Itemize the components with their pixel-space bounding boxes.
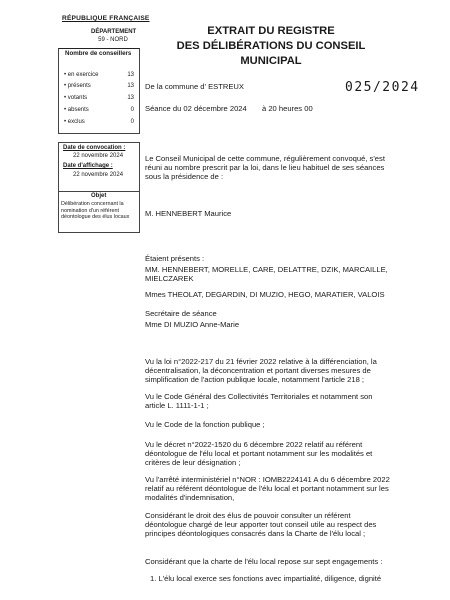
count-row-absents [64, 107, 134, 113]
deliberation-number: 025/2024 [345, 80, 420, 95]
vu-arrete-interministeriel: Vu l'arrêté interministériel n°NOR : IOMB2224141 A du 6 décembre 2022 relatif au référent déontologue de l'élu local et portant notamment sur les modalités d'indemnisation, [145, 475, 390, 503]
count-row-votants [64, 95, 134, 101]
vu-loi-2022-217: Vu la loi n°2022-217 du 21 février 2022 relative à la différenciation, la décentralisation, la déconcentration et portant diverses mesures de simplification de l'action publique locale, notamment l'article 218 ; [145, 357, 377, 385]
vu-code-fonction-publique: Vu le Code de la fonction publique ; [145, 420, 265, 429]
title-line-2: DES DÉLIBÉRATIONS DU CONSEIL [176, 40, 366, 52]
convocation-date: 22 novembre 2024 [73, 153, 124, 159]
count-value: 0 [130, 119, 134, 125]
presents-mesdames: Mmes THEOLAT, DEGARDIN, DI MUZIO, HEGO, MARATIER, VALOIS [145, 290, 385, 299]
engagement-item-1: 1. L'élu local exerce ses fonctions avec impartialité, diligence, dignité [150, 574, 382, 583]
count-label: • absents [64, 107, 89, 113]
considerant-charte: Considérant que la charte de l'élu local repose sur sept engagements : [145, 557, 383, 566]
title-line-1: EXTRAIT DU REGISTRE [207, 25, 335, 37]
count-value: 13 [127, 83, 134, 89]
convocation-label: Date de convocation : [63, 145, 126, 151]
seance-heure: à 20 heures 00 [262, 104, 313, 113]
vu-cgct: Vu le Code Général des Collectivités Territoriales et notamment son article L. 1111-1-1 ; [145, 392, 373, 411]
commune-line: De la commune d' ESTREUX [145, 82, 244, 91]
objet-box [58, 192, 140, 233]
convocation-paragraph: Le Conseil Municipal de cette commune, régulièrement convoqué, s'est réuni au nombre prescrit par la loi, dans le lieu habituel de ses séances sous la présidence de : [145, 154, 385, 182]
count-row-exclus [64, 119, 134, 125]
title-line-3: MUNICIPAL [240, 55, 302, 67]
president-name: M. HENNEBERT Maurice [145, 209, 232, 218]
presents-messieurs: MM. HENNEBERT, MORELLE, CARE, DELATTRE, DZIK, MARCAILLE, MIELCZAREK [145, 265, 388, 284]
count-row-en-exercice [64, 72, 134, 78]
count-label: • votants [64, 95, 88, 101]
republique-francaise: RÉPUBLIQUE FRANÇAISE [62, 15, 150, 22]
counts-title: Nombre de conseillers [65, 50, 132, 57]
count-value: 13 [127, 95, 134, 101]
count-label: • présents [64, 83, 91, 89]
count-label: • en exercice [64, 72, 99, 78]
count-value: 13 [127, 72, 134, 78]
considerant-droit-elus: Considérant le droit des élus de pouvoir consulter un référent déontologue chargé de leur apporter tout conseil utile au respect des principes déontologiques consacrés dans la Charte de l'élu local ; [145, 511, 377, 539]
objet-label: Objet [91, 193, 107, 199]
etaient-presents-label: Étaient présents : [145, 254, 205, 263]
affichage-date: 22 novembre 2024 [73, 172, 124, 178]
objet-text: Délibération concernant la nomination d'un référent déontologue des élus locaux [61, 201, 130, 221]
dates-box [58, 142, 140, 192]
seance-date: Séance du 02 décembre 2024 [145, 104, 247, 113]
affichage-label: Date d'affichage : [63, 163, 113, 169]
count-row-presents [64, 83, 134, 89]
departement-label: DÉPARTEMENT [91, 29, 137, 35]
count-value: 0 [130, 107, 134, 113]
conseillers-count-box [58, 48, 140, 134]
vu-decret-2022-1520: Vu le décret n°2022-1520 du 6 décembre 2022 relatif au référent déontologue de l'élu local et portant notamment sur les modalités et critères de leur désignation ; [145, 440, 373, 468]
secretaire-label: Secrétaire de séance [145, 309, 217, 318]
count-label: • exclus [64, 119, 85, 125]
secretaire-name: Mme DI MUZIO Anne-Marie [145, 320, 240, 329]
departement-name: 59 - NORD [98, 37, 128, 43]
